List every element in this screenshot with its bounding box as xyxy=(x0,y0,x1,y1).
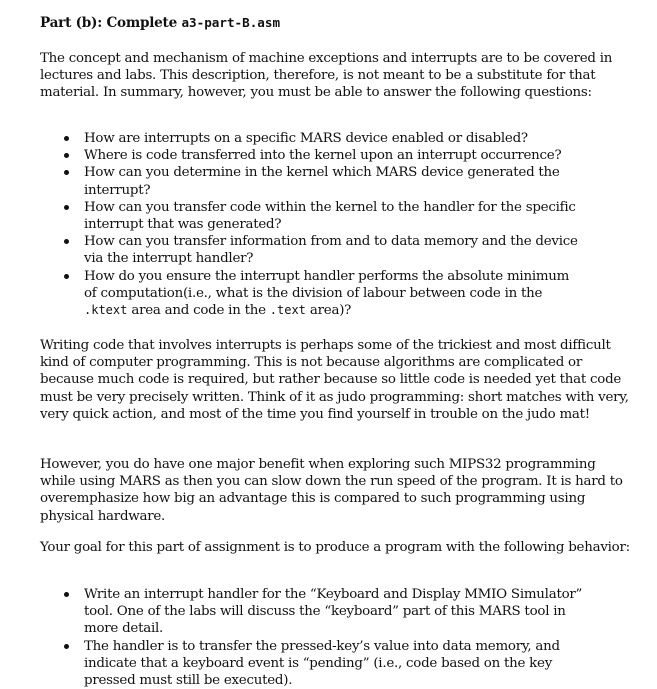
heading-filename: a3-part-B.asm xyxy=(181,15,281,30)
mars-benefit-paragraph: However, you do have one major benefit when exploring such MIPS32 programming while using MARS as then you can slow down the run speed of the program. It is hard to overemphasize how big an advantage this is compared to such programming using physical hardware. xyxy=(40,457,623,524)
question-text: area and code in the xyxy=(127,303,270,319)
question-item: How can you transfer information from and to data memory and the device via the interrupt handler? xyxy=(40,233,584,267)
question-item: How can you determine in the kernel which MARS device generated the interrupt? xyxy=(40,164,584,198)
behavior-item: Write an interrupt handler for the “Keyboard and Display MMIO Simulator” tool. One of the labs will discuss the “keyboard” part of this MARS tool in more detail. xyxy=(40,586,584,638)
text-code: .text xyxy=(269,303,306,318)
heading-prefix: Part (b): Complete xyxy=(40,15,182,31)
section-heading xyxy=(40,14,280,32)
question-text: How do you ensure the interrupt handler performs the absolute minimum of computation(i.e., what is the division of labour between code in the xyxy=(84,268,570,301)
question-item: How can you transfer code within the kernel to the handler for the specific interrupt that was generated? xyxy=(40,199,584,233)
question-text: area)? xyxy=(305,303,352,319)
questions-list xyxy=(40,130,640,319)
behavior-list xyxy=(40,586,640,689)
question-item: Where is code transferred into the kernel upon an interrupt occurrence? xyxy=(40,147,584,164)
question-item xyxy=(40,268,584,320)
behavior-item: The handler is to transfer the pressed-key’s value into data memory, and indicate that a keyboard event is “pending” (i.e., code based on the key pressed must still be executed). xyxy=(40,638,584,689)
judo-paragraph: Writing code that involves interrupts is perhaps some of the trickiest and most difficult kind of computer programming. This is not because algorithms are complicated or because much code is required, but rather because so little code is needed yet that code must be very precisely written. Think of it as judo programming: short matches with very, very quick action, and most of the time you find yourself in trouble on the judo mat! xyxy=(40,338,629,422)
ktext-code: .ktext xyxy=(84,303,128,318)
question-item: How are interrupts on a specific MARS device enabled or disabled? xyxy=(40,130,584,147)
intro-paragraph: The concept and mechanism of machine exceptions and interrupts are to be covered in lectures and labs. This description, therefore, is not meant to be a substitute for that material. In summary, however, you must be able to answer the following questions: xyxy=(40,51,613,101)
goal-paragraph: Your goal for this part of assignment is to produce a program with the following behavior: xyxy=(40,540,630,555)
